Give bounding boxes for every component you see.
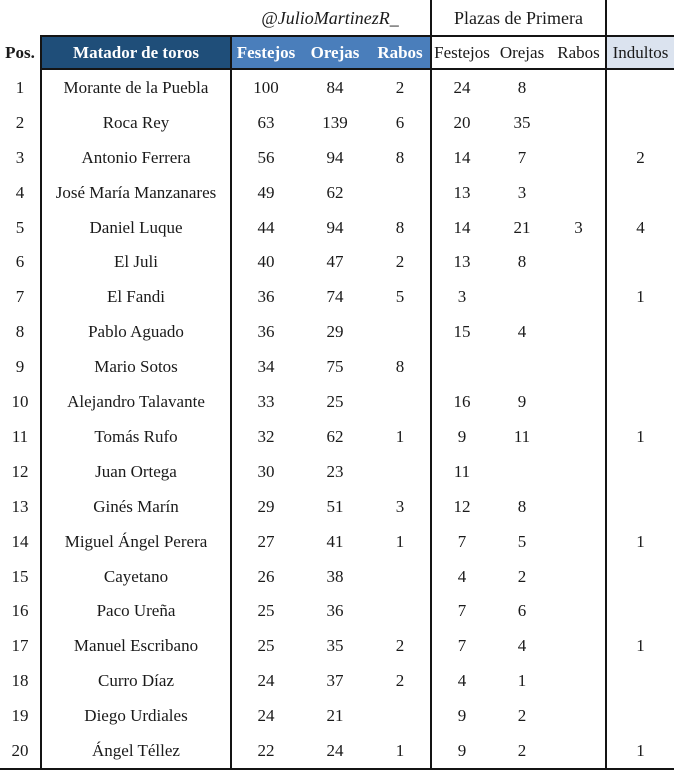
matador-name-cell: El Juli	[40, 245, 230, 280]
festejos-plazas-cell: 3	[430, 279, 492, 314]
rabos-plazas-cell	[552, 663, 605, 698]
rabos-plazas-cell	[552, 489, 605, 524]
orejas-plazas-cell: 2	[517, 741, 527, 761]
orejas-total-cell: 36	[326, 601, 344, 621]
festejos-plazas-cell: 7	[430, 594, 492, 629]
position-cell: 19	[11, 706, 29, 726]
orejas-plazas-cell: 35	[513, 112, 531, 132]
matador-name-cell: Ginés Marín	[40, 489, 230, 524]
rabos-total-cell	[370, 594, 430, 629]
festejos-plazas-cell: 11	[430, 454, 492, 489]
position-cell: 14	[11, 531, 29, 551]
orejas-plazas-cell	[492, 279, 552, 314]
festejos-plazas-cell: 7	[430, 524, 492, 559]
matador-name-cell: Daniel Luque	[40, 210, 230, 245]
matador-name-cell: El Fandi	[40, 279, 230, 314]
festejos-plazas-cell: 9	[430, 733, 492, 768]
rabos-plazas-cell	[552, 314, 605, 349]
top-right-spacer	[605, 0, 674, 35]
festejos-plazas-cell: 7	[430, 628, 492, 663]
header-festejos-total: Festejos	[230, 35, 300, 70]
indultos-cell: 1	[605, 524, 674, 559]
festejos-total-cell: 32	[230, 419, 300, 454]
matador-name-cell: Antonio Ferrera	[40, 140, 230, 175]
festejos-plazas-cell: 9	[430, 698, 492, 733]
rabos-plazas-cell	[552, 594, 605, 629]
matador-name-cell: Alejandro Talavante	[40, 384, 230, 419]
rabos-total-cell	[370, 314, 430, 349]
rabos-total-cell	[370, 384, 430, 419]
header-indultos: Indultos	[605, 35, 674, 70]
matador-name-cell: Mario Sotos	[40, 349, 230, 384]
orejas-plazas-cell: 21	[513, 217, 531, 237]
indultos-cell: 1	[605, 279, 674, 314]
matador-name-cell: Diego Urdiales	[40, 698, 230, 733]
position-cell: 11	[11, 426, 29, 446]
rabos-plazas-cell	[552, 454, 605, 489]
indultos-cell	[605, 105, 674, 140]
position-cell: 20	[11, 741, 29, 761]
position-cell: 7	[15, 287, 25, 307]
festejos-total-cell: 24	[230, 698, 300, 733]
orejas-total-cell: 51	[326, 496, 344, 516]
matador-name-cell: Miguel Ángel Perera	[40, 524, 230, 559]
orejas-plazas-cell: 8	[517, 77, 527, 97]
festejos-total-cell: 34	[230, 349, 300, 384]
position-cell: 15	[11, 566, 29, 586]
orejas-plazas-cell	[492, 349, 552, 384]
festejos-total-cell: 33	[230, 384, 300, 419]
orejas-total-cell: 62	[326, 426, 344, 446]
orejas-total-cell: 139	[322, 112, 348, 132]
twitter-handle-label: @JulioMartinezR_	[261, 7, 399, 28]
rabos-total-cell	[370, 454, 430, 489]
matador-name-cell: Cayetano	[40, 559, 230, 594]
rabos-total-cell: 2	[395, 77, 405, 97]
matador-name-cell: Manuel Escribano	[40, 628, 230, 663]
top-left-spacer	[0, 0, 230, 35]
orejas-total-cell: 24	[326, 741, 344, 761]
rabos-total-cell: 2	[395, 636, 405, 656]
orejas-total-cell: 29	[326, 322, 344, 342]
indultos-cell	[605, 489, 674, 524]
rabos-total-cell: 1	[395, 426, 405, 446]
header-festejos-plazas: Festejos	[430, 35, 492, 70]
rabos-plazas-cell	[552, 733, 605, 768]
rabos-total-cell: 2	[395, 252, 405, 272]
rabos-plazas-cell	[552, 628, 605, 663]
rabos-plazas-cell	[552, 419, 605, 454]
position-cell: 10	[11, 392, 29, 412]
festejos-total-cell: 30	[230, 454, 300, 489]
festejos-total-cell: 56	[230, 140, 300, 175]
rabos-plazas-cell	[552, 349, 605, 384]
indultos-cell	[605, 175, 674, 210]
orejas-plazas-cell: 11	[513, 426, 531, 446]
rabos-total-cell: 6	[395, 112, 405, 132]
festejos-plazas-cell: 14	[430, 210, 492, 245]
orejas-plazas-cell: 6	[517, 601, 527, 621]
festejos-total-cell: 26	[230, 559, 300, 594]
plazas-de-primera-title: Plazas de Primera	[430, 0, 605, 35]
orejas-total-cell: 74	[326, 287, 344, 307]
position-cell: 6	[15, 252, 25, 272]
festejos-plazas-cell: 12	[430, 489, 492, 524]
matador-name-cell: Roca Rey	[40, 105, 230, 140]
festejos-total-cell: 100	[230, 70, 300, 105]
orejas-plazas-cell: 2	[517, 566, 527, 586]
indultos-cell	[605, 698, 674, 733]
rabos-total-cell	[370, 698, 430, 733]
orejas-total-cell: 37	[326, 671, 344, 691]
orejas-plazas-cell: 3	[517, 182, 527, 202]
position-cell: 5	[15, 217, 25, 237]
rabos-total-cell: 3	[395, 496, 405, 516]
header-rabos-total: Rabos	[370, 35, 430, 70]
festejos-total-cell: 24	[230, 663, 300, 698]
matador-name-cell: Ángel Téllez	[40, 733, 230, 768]
festejos-total-cell: 40	[230, 245, 300, 280]
rabos-plazas-cell	[552, 140, 605, 175]
orejas-plazas-cell: 1	[517, 671, 527, 691]
position-cell: 9	[15, 357, 25, 377]
rabos-total-cell: 1	[395, 741, 405, 761]
festejos-total-cell: 22	[230, 733, 300, 768]
rabos-plazas-cell	[552, 105, 605, 140]
rabos-plazas-cell	[552, 70, 605, 105]
festejos-plazas-cell: 14	[430, 140, 492, 175]
orejas-total-cell: 75	[326, 357, 344, 377]
rabos-plazas-cell	[552, 698, 605, 733]
position-cell: 2	[15, 112, 25, 132]
festejos-total-cell: 29	[230, 489, 300, 524]
rabos-total-cell: 2	[395, 671, 405, 691]
festejos-plazas-cell: 24	[430, 70, 492, 105]
festejos-total-cell: 36	[230, 279, 300, 314]
orejas-total-cell: 62	[326, 182, 344, 202]
matador-name-cell: Juan Ortega	[40, 454, 230, 489]
matador-name-cell: Morante de la Puebla	[40, 70, 230, 105]
position-cell: 13	[11, 496, 29, 516]
indultos-cell: 4	[605, 210, 674, 245]
festejos-plazas-cell: 9	[430, 419, 492, 454]
position-cell: 8	[15, 322, 25, 342]
festejos-plazas-cell: 4	[430, 663, 492, 698]
orejas-total-cell: 47	[326, 252, 344, 272]
festejos-total-cell: 44	[230, 210, 300, 245]
indultos-cell: 1	[605, 733, 674, 768]
rabos-plazas-cell	[552, 175, 605, 210]
orejas-plazas-cell: 2	[517, 706, 527, 726]
orejas-total-cell: 23	[326, 461, 344, 481]
rabos-total-cell	[370, 559, 430, 594]
festejos-total-cell: 36	[230, 314, 300, 349]
position-cell: 17	[11, 636, 29, 656]
rabos-plazas-cell	[552, 279, 605, 314]
position-cell: 4	[15, 182, 25, 202]
position-cell: 12	[11, 461, 29, 481]
orejas-total-cell: 94	[326, 147, 344, 167]
festejos-plazas-cell: 20	[430, 105, 492, 140]
rabos-plazas-cell	[552, 245, 605, 280]
rabos-plazas-cell	[552, 384, 605, 419]
festejos-plazas-cell: 4	[430, 559, 492, 594]
rabos-total-cell: 5	[395, 287, 405, 307]
indultos-cell	[605, 559, 674, 594]
rabos-plazas-cell: 3	[574, 217, 583, 237]
position-cell: 18	[11, 671, 29, 691]
rabos-plazas-cell	[552, 559, 605, 594]
rabos-total-cell: 8	[395, 147, 405, 167]
matador-name-cell: Pablo Aguado	[40, 314, 230, 349]
rabos-total-cell	[370, 175, 430, 210]
orejas-total-cell: 41	[326, 531, 344, 551]
header-pos: Pos.	[5, 43, 35, 62]
orejas-plazas-cell: 4	[517, 322, 527, 342]
festejos-plazas-cell: 15	[430, 314, 492, 349]
orejas-plazas-cell	[492, 454, 552, 489]
header-rabos-plazas: Rabos	[552, 35, 605, 70]
festejos-plazas-cell	[430, 349, 492, 384]
orejas-plazas-cell: 9	[517, 392, 527, 412]
matador-name-cell: Paco Ureña	[40, 594, 230, 629]
orejas-total-cell: 38	[326, 566, 344, 586]
indultos-cell: 2	[605, 140, 674, 175]
rabos-total-cell: 8	[395, 217, 405, 237]
header-orejas-total: Orejas	[300, 35, 370, 70]
orejas-plazas-cell: 7	[517, 147, 527, 167]
festejos-plazas-cell: 13	[430, 245, 492, 280]
indultos-cell: 1	[605, 628, 674, 663]
festejos-total-cell: 27	[230, 524, 300, 559]
indultos-cell	[605, 314, 674, 349]
rabos-plazas-cell	[552, 524, 605, 559]
orejas-total-cell: 21	[326, 706, 344, 726]
indultos-cell	[605, 454, 674, 489]
header-orejas-plazas: Orejas	[492, 35, 552, 70]
rabos-total-cell: 1	[395, 531, 405, 551]
festejos-plazas-cell: 16	[430, 384, 492, 419]
indultos-cell	[605, 663, 674, 698]
indultos-cell: 1	[605, 419, 674, 454]
indultos-cell	[605, 594, 674, 629]
orejas-plazas-cell: 8	[517, 496, 527, 516]
position-cell: 3	[15, 147, 25, 167]
header-matador-de-toros: Matador de toros	[40, 35, 230, 70]
position-cell: 1	[15, 77, 25, 97]
orejas-plazas-cell: 4	[517, 636, 527, 656]
festejos-total-cell: 63	[230, 105, 300, 140]
indultos-cell	[605, 245, 674, 280]
position-cell: 16	[11, 601, 29, 621]
matador-name-cell: Curro Díaz	[40, 663, 230, 698]
festejos-total-cell: 49	[230, 175, 300, 210]
indultos-cell	[605, 349, 674, 384]
festejos-plazas-cell: 13	[430, 175, 492, 210]
rabos-total-cell: 8	[395, 357, 405, 377]
orejas-total-cell: 84	[326, 77, 344, 97]
festejos-total-cell: 25	[230, 628, 300, 663]
orejas-plazas-cell: 8	[517, 252, 527, 272]
matador-name-cell: Tomás Rufo	[40, 419, 230, 454]
orejas-total-cell: 25	[326, 392, 344, 412]
orejas-plazas-cell: 5	[517, 531, 527, 551]
orejas-total-cell: 94	[326, 217, 344, 237]
orejas-total-cell: 35	[326, 636, 344, 656]
indultos-cell	[605, 384, 674, 419]
matador-name-cell: José María Manzanares	[40, 175, 230, 210]
indultos-cell	[605, 70, 674, 105]
festejos-total-cell: 25	[230, 594, 300, 629]
